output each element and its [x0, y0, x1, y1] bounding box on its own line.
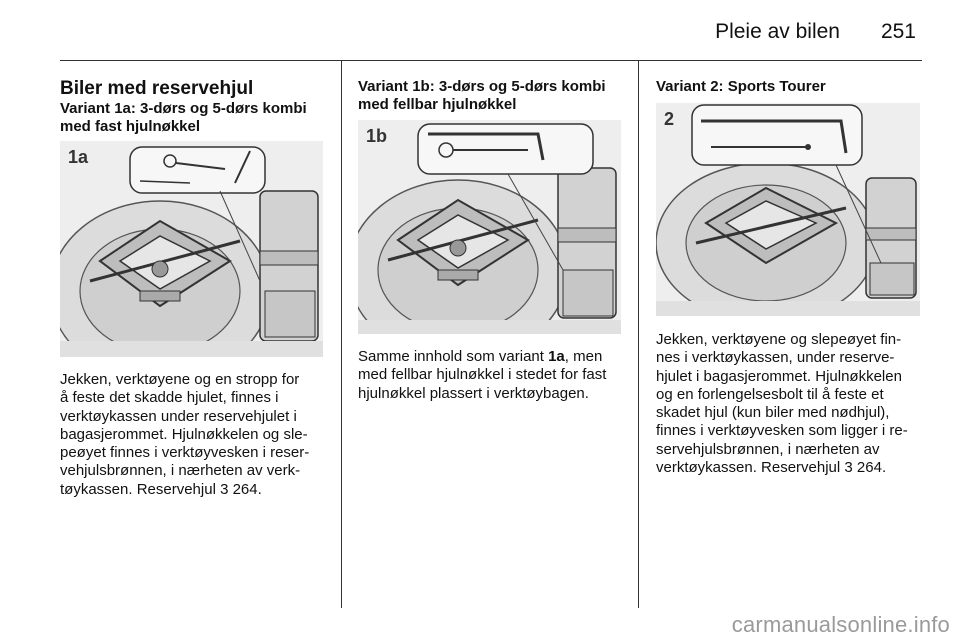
paragraph-line: hjulnøkkel plassert i verktøybagen. [358, 384, 589, 402]
page-reference-link[interactable]: 264. [232, 480, 262, 498]
page-header [60, 18, 920, 48]
spare-wheel-illustration-1a [60, 141, 323, 357]
figure-label-1b: 1b [366, 126, 388, 146]
paragraph-line: hjulet i bagasjerommet. Hjulnøkkelen [656, 367, 902, 385]
paragraph-line: finnes i verktøyvesken som ligger i re- [656, 422, 908, 440]
reference-arrow-icon: 3 [844, 459, 853, 477]
watermark: carmanualsonline.info [731, 612, 950, 637]
paragraph-line: skadet hjul (kun biler med nødhjul), [656, 404, 890, 422]
paragraph-line: med fellbar hjulnøkkel i stedet for fast [358, 366, 607, 384]
column-2-paragraph [358, 348, 633, 403]
page-number: 251 [880, 20, 916, 43]
column-1 [60, 62, 330, 136]
paragraph-line: vehjulsbrønnen, i nærheten av verk- [60, 462, 301, 480]
paragraph-line: Jekken, verktøyene og en stropp for [60, 371, 300, 388]
paragraph-line-with-ref: verktøykassen. Reservehjul 3 264. [656, 459, 887, 477]
figure-1a [60, 141, 323, 357]
column-3 [656, 78, 926, 96]
figure-1b [358, 120, 621, 334]
variant-1a-heading-line1: Variant 1a: 3-dørs og 5-dørs kombi [60, 100, 307, 117]
header-rule [60, 60, 922, 61]
section-heading: Biler med reservehjul [60, 78, 254, 99]
spare-wheel-illustration-1b [358, 120, 621, 334]
section-title: Pleie av bilen [715, 20, 840, 43]
paragraph-line: peøyet finnes i verktøyvesken i reser- [60, 444, 310, 462]
spare-wheel-illustration-2 [656, 103, 920, 316]
column-1-paragraph [60, 371, 340, 499]
paragraph-line: og en forlengelsesbolt til å feste et [656, 385, 884, 403]
figure-label-2: 2 [664, 109, 675, 129]
variant-1a-heading-line2: med fast hjulnøkkel [60, 118, 201, 135]
reference-arrow-icon: 3 [220, 480, 229, 498]
figure-2 [656, 103, 920, 316]
paragraph-line: å feste det skadde hjulet, finnes i [60, 389, 279, 407]
paragraph-line-with-ref: tøykassen. Reservehjul 3 264. [60, 480, 262, 498]
paragraph-line: Jekken, verktøyene og slepeøyet fin- [656, 331, 902, 348]
paragraph-line-with-bold: Samme innhold som variant 1a, men [358, 348, 603, 365]
variant-1b-heading-line2: med fellbar hjulnøkkel [358, 96, 517, 113]
column-separator-2 [638, 60, 639, 608]
paragraph-line: nes i verktøykassen, under reserve- [656, 349, 895, 367]
paragraph-line: verktøykassen under reservehjulet i [60, 407, 297, 425]
page-reference-link[interactable]: 264. [856, 459, 887, 477]
paragraph-line: bagasjerommet. Hjulnøkkelen og sle- [60, 425, 308, 443]
figure-label-1a: 1a [68, 147, 89, 167]
column-3-paragraph [656, 331, 936, 477]
column-separator-1 [341, 60, 342, 608]
variant-reference: 1a [548, 348, 565, 365]
paragraph-line: servehjulsbrønnen, i nærheten av [656, 440, 880, 458]
column-2 [358, 78, 628, 114]
variant-2-heading: Variant 2: Sports Tourer [656, 78, 826, 95]
variant-1b-heading-line1: Variant 1b: 3-dørs og 5-dørs kombi [358, 78, 606, 95]
